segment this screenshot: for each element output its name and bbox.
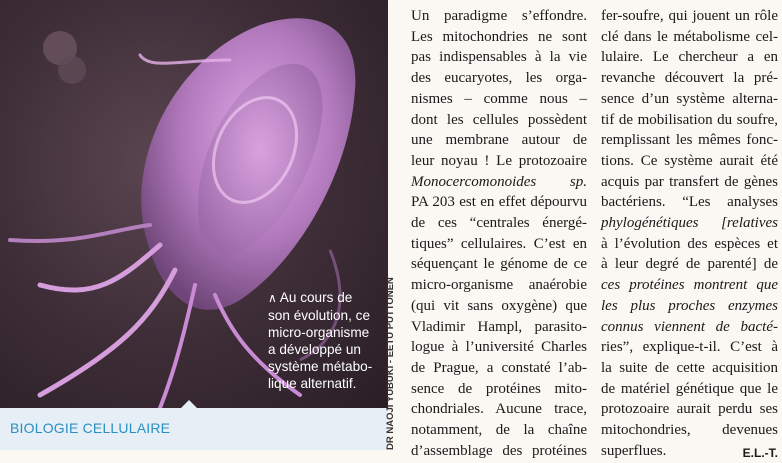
band-notch (180, 400, 198, 409)
article-column-2: fer-soufre, qui jouent un rôle clé dans le métabolisme cel- lulaire. Le chercheur a en revanche découvert la pré- sence d’un système alterna- tif de mobilisation du soufre, remplissant les mêmes fonc- tions. Ce système aurait été acquis par transfert de gènes bactériens. “Les analyses phylogénétiques [relatives à l’évolution des espèces et à leur degré de parenté] de ces protéines montrent que les plus proches enzymes connus viennent de bacté- ries”, explique-t-il. C’est à la suite de cette acquisition de matériel génétique que le protozoaire aurait perdu ses mitochondries, devenues superflues. E.L.-T. (601, 6, 778, 463)
photo-credit: DR NAOJI YUBUKI - EETU PUTTONEN (385, 277, 396, 450)
section-label: BIOLOGIE CELLULAIRE (10, 420, 171, 436)
author-signature: E.L.-T. (742, 445, 778, 460)
last-line: superflues. E.L.-T. (601, 441, 778, 462)
article-column-1: Un paradigme s’effondre. Les mitochondries ne sont pas indispensables à la vie des eucaryotes, les orga- nismes – comme nous – dont les cellules possèdent une membrane autour de leur noyau ! Le protozoaire Monocercomonoides sp. PA 203 est en effet dépourvu de ces “centrales énergé- tiques” cellulaires. C’est en séquençant le génome de ce micro-organisme anaérobie (qui vit sans oxygène) que Vladimir Hampl, parasito- logue à l’université Charles de Prague, a constaté l’ab- sence de protéines mito- chondriales. Aucune trace, notamment, de la chaîne d’assemblage des protéines (411, 8, 587, 459)
photo-caption: ∧ Au cours de son évolution, ce micro-organisme a développé un système métabo- lique alternatif. (268, 290, 373, 391)
caret-up-icon: ∧ (268, 291, 277, 305)
